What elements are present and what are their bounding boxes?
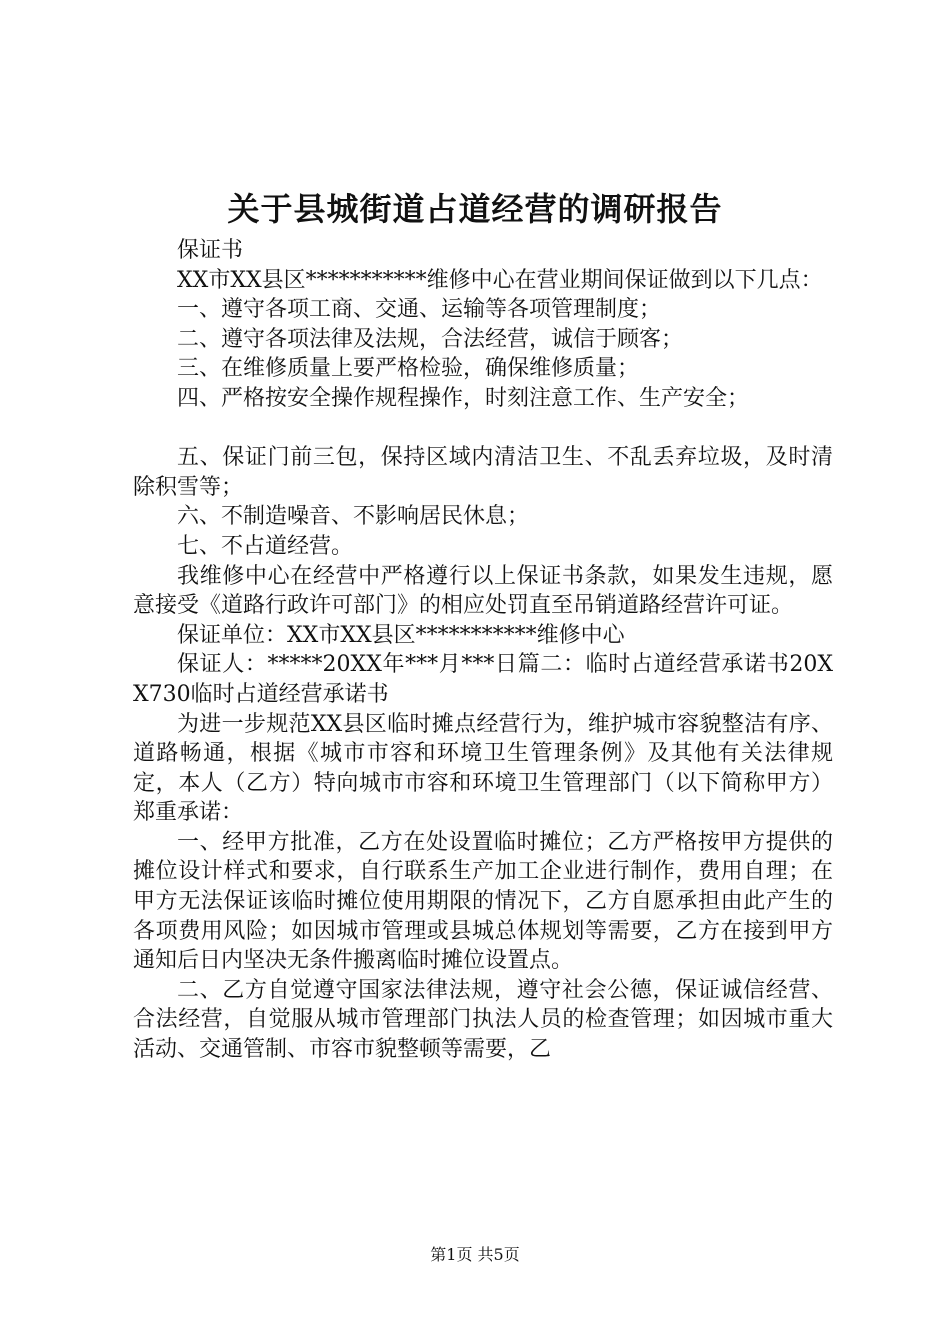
paragraph: 二、乙方自觉遵守国家法律法规，遵守社会公德，保证诚信经营、合法经营，自觉服从城市管理部门执法人员的检查管理；如因城市重大活动、交通管制、市容市貌整顿等需要，乙 — [133, 977, 833, 1063]
paragraph-heading: 保证书 — [177, 238, 244, 263]
page-footer: 第1页 共5页 — [430, 1245, 520, 1264]
blank-line — [133, 414, 833, 444]
paragraph: 一、遵守各项工商、交通、运输等各项管理制度； — [177, 297, 662, 323]
paragraph: 五、保证门前三包，保持区域内清洁卫生、不乱丢弃垃圾，及时清除积雪等； — [133, 445, 833, 500]
paragraph: 为进一步规范XX县区临时摊点经营行为，维护城市容貌整洁有序、道路畅通，根据《城市市容和环境卫生管理条例》及其他有关法律规定，本人（乙方）特向城市市容和环境卫生管理部门（以下简称甲方）郑重承诺： — [133, 711, 833, 826]
paragraph: 三、在维修质量上要严格检验，确保维修质量； — [177, 356, 640, 382]
paragraph: 保证单位：XX市XX县区***********维修中心 — [177, 622, 625, 648]
paragraph: 六、不制造噪音、不影响居民休息； — [177, 504, 530, 530]
paragraph: 保证人：*****20XX年***月***日篇二：临时占道经营承诺书20XX730临时占道经营承诺书 — [133, 652, 833, 707]
paragraph: 我维修中心在经营中严格遵行以上保证书条款，如果发生违规，愿意接受《道路行政许可部门》的相应处罚直至吊销道路经营许可证。 — [133, 563, 833, 619]
paragraph: 四、严格按安全操作规程操作，时刻注意工作、生产安全； — [177, 385, 750, 411]
paragraph: 一、经甲方批准，乙方在处设置临时摊位；乙方严格按甲方提供的摊位设计样式和要求，自行联系生产加工企业进行制作，费用自理；在甲方无法保证该临时摊位使用期限的情况下，乙方自愿承担由此产生的各项费用风险；如因城市管理或县城总体规划等需要，乙方在接到甲方通知后日内坚决无条件搬离临时摊位设置点。 — [133, 829, 833, 974]
document-body — [133, 236, 833, 1065]
paragraph: 七、不占道经营。 — [177, 533, 354, 559]
paragraph: 二、遵守各项法律及法规，合法经营，诚信于顾客； — [177, 326, 684, 352]
document-title: 关于县城街道占道经营的调研报告 — [227, 190, 723, 228]
paragraph: XX市XX县区***********维修中心在营业期间保证做到以下几点： — [177, 267, 823, 293]
